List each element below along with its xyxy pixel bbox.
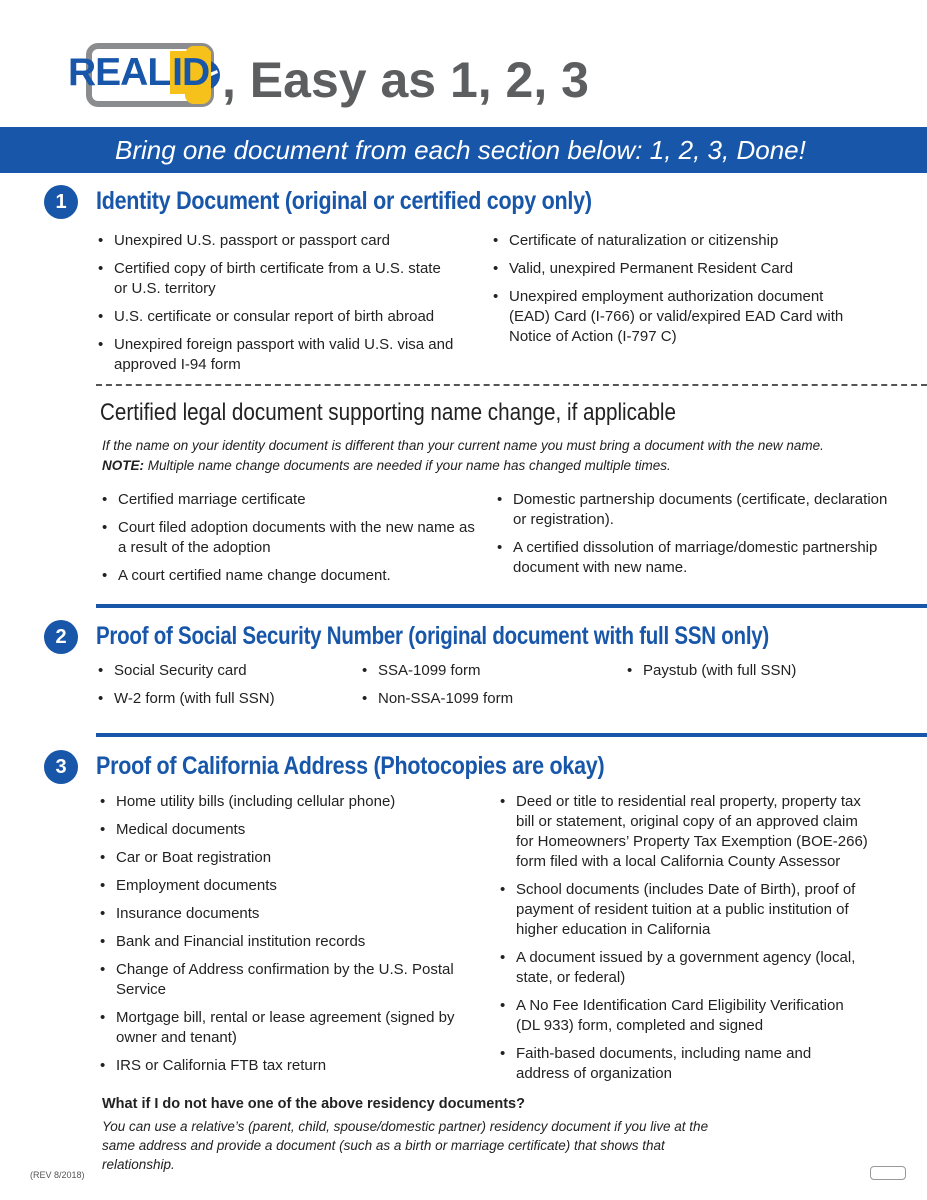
union-bug-mark: [870, 1166, 906, 1180]
address-documents-right: [498, 792, 868, 1092]
name-change-title: Certified legal document supporting name change, if applicable: [100, 399, 676, 426]
list-item: • Valid, unexpired Permanent Resident Card: [491, 259, 851, 279]
list-item: • Unexpired U.S. passport or passport card: [96, 231, 456, 251]
section-3-title: Proof of California Address (Photocopies are okay): [96, 752, 605, 780]
faq-question: What if I do not have one of the above residency documents?: [102, 1096, 525, 1112]
list-item: • Unexpired foreign passport with valid U.S. visa and approved I-94 form: [96, 335, 456, 375]
revision-date: (REV 8/2018): [30, 1170, 85, 1180]
list-item: • SSA-1099 form: [360, 661, 610, 681]
list-item: • Change of Address confirmation by the U.S. Postal Service: [98, 960, 468, 1000]
list-item: • Faith-based documents, including name and address of organization: [498, 1044, 868, 1084]
list-item: • Unexpired employment authorization document (EAD) Card (I-766) or valid/expired EAD Card with Notice of Action (I-797 C): [491, 287, 851, 347]
page-title: , Easy as 1, 2, 3: [222, 52, 589, 108]
name-change-documents-left: [100, 490, 480, 594]
identity-documents-right: [491, 231, 851, 355]
name-change-note-line1: If the name on your identity document is different than your current name you must bring a document with the new name.: [102, 438, 824, 453]
faq-answer: You can use a relative’s (parent, child, spouse/domestic partner) residency document if you live at the same address and provide a document (such as a birth or marriage certificate) that shows that relationship.: [102, 1119, 709, 1172]
banner-text: Bring one document from each section below: 1, 2, 3, Done!: [115, 135, 806, 165]
logo-real-text: REAL: [68, 51, 171, 94]
section-1-number: 1: [44, 185, 78, 219]
name-change-documents-right: [495, 490, 890, 586]
ssn-documents-col1: [96, 661, 346, 717]
section-2-rule: [96, 604, 927, 608]
address-documents-left: [98, 792, 468, 1084]
list-item: • Home utility bills (including cellular phone): [98, 792, 468, 812]
list-item: • U.S. certificate or consular report of birth abroad: [96, 307, 456, 327]
list-item: • Court filed adoption documents with the new name as a result of the adoption: [100, 518, 480, 558]
section-2-title: Proof of Social Security Number (original document with full SSN only): [96, 622, 770, 650]
list-item: • Insurance documents: [98, 904, 468, 924]
list-item: • Medical documents: [98, 820, 468, 840]
note-label: NOTE:: [102, 458, 144, 473]
list-item: • Car or Boat registration: [98, 848, 468, 868]
list-item: • Paystub (with full SSN): [625, 661, 875, 681]
list-item: • Non-SSA-1099 form: [360, 689, 610, 709]
section-2-number: 2: [44, 620, 78, 654]
list-item: • Social Security card: [96, 661, 346, 681]
list-item: • Deed or title to residential real property, property tax bill or statement, original copy of an approved claim for Homeowners’ Property Tax Exemption (BOE-266) form filed with a local California County Assessor: [498, 792, 868, 872]
list-item: • School documents (includes Date of Birth), proof of payment of resident tuition at a public institution of higher education in California: [498, 880, 868, 940]
list-item: • A document issued by a government agency (local, state, or federal): [498, 948, 868, 988]
ssn-documents-col2: [360, 661, 610, 717]
section-3-number: 3: [44, 750, 78, 784]
list-item: • Certified marriage certificate: [100, 490, 480, 510]
dashed-divider: [96, 384, 927, 386]
list-item: • Certificate of naturalization or citizenship: [491, 231, 851, 251]
list-item: • Bank and Financial institution records: [98, 932, 468, 952]
list-item: • IRS or California FTB tax return: [98, 1056, 468, 1076]
section-3-rule: [96, 733, 927, 737]
section-1-title: Identity Document (original or certified copy only): [96, 187, 592, 215]
ssn-documents-col3: [625, 661, 875, 689]
real-id-logo: [68, 38, 224, 108]
name-change-note: [102, 436, 902, 476]
name-change-note-line2: Multiple name change documents are needed if your name has changed multiple times.: [144, 458, 671, 473]
list-item: • Domestic partnership documents (certificate, declaration or registration).: [495, 490, 890, 530]
list-item: • A certified dissolution of marriage/domestic partnership document with new name.: [495, 538, 890, 578]
list-item: • A court certified name change document.: [100, 566, 480, 586]
instruction-banner: [0, 127, 927, 173]
logo-id-text: ID: [172, 51, 210, 94]
list-item: • Mortgage bill, rental or lease agreement (signed by owner and tenant): [98, 1008, 468, 1048]
identity-documents-left: [96, 231, 456, 383]
list-item: • Employment documents: [98, 876, 468, 896]
list-item: • W-2 form (with full SSN): [96, 689, 346, 709]
list-item: • A No Fee Identification Card Eligibility Verification (DL 933) form, completed and signed: [498, 996, 868, 1036]
list-item: • Certified copy of birth certificate from a U.S. state or U.S. territory: [96, 259, 456, 299]
